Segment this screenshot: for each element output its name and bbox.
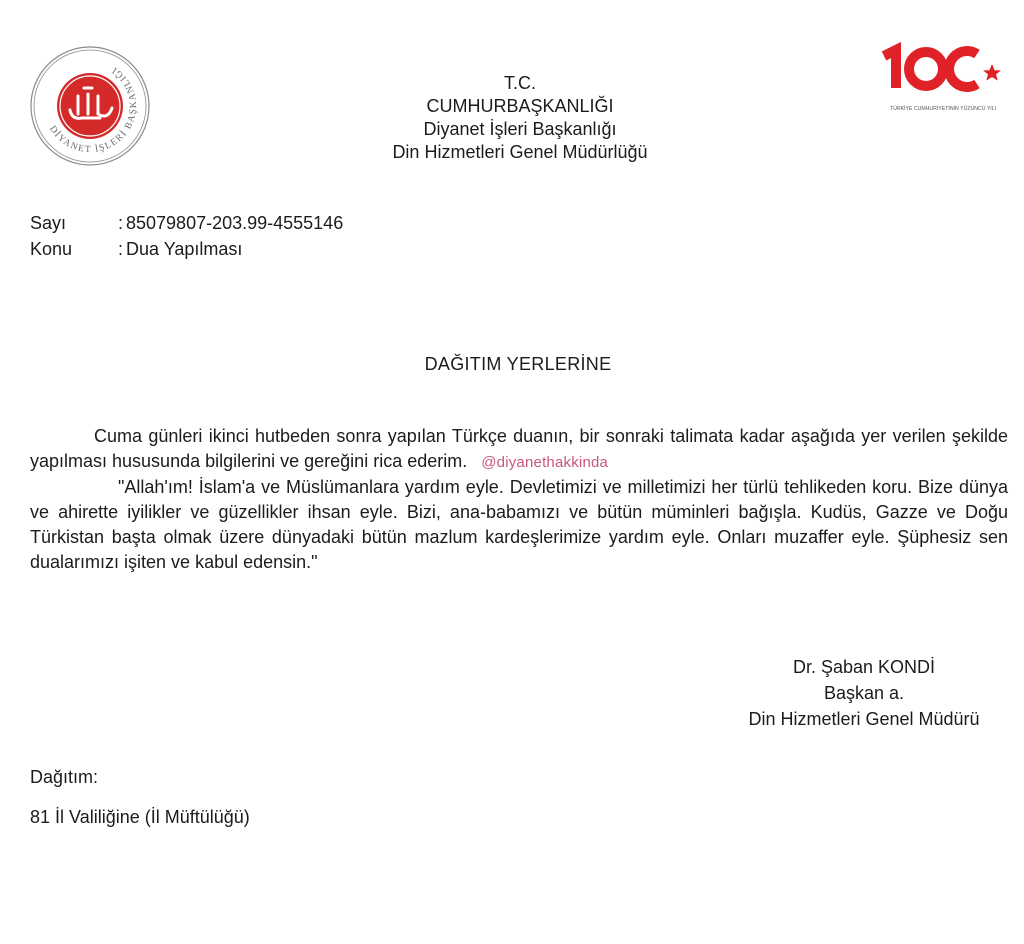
body-paragraph-2 [30, 475, 1008, 575]
turkiye-100-year-logo-icon [876, 42, 1010, 120]
diyanet-seal-icon [28, 44, 152, 168]
letter-header [330, 72, 710, 164]
signature-title: Başkan a. [823, 683, 905, 703]
letter-meta [30, 210, 343, 262]
body-paragraph-2-text: "Allah'ım! İslam'a ve Müslümanlara yardım eyle. Devletimizi ve milletimizi her türlü tehlikeden koru. Bize dünya ve ahirette iyilikler ve güzellikler ihsan eyle. Bizi, ana-babamızı ve bütün müminleri bağışla. Kudüs, Gazze ve Doğu Türkistan başta olmak üzere dünyadaki bütün mazlum kardeşlerimize yardım eyle. Onları muzaffer eyle. Şüphesiz sen dualarımızı işiten ve kabul edensin." [30, 477, 1008, 572]
addressee-text: DAĞITIM YERLERİNE [424, 354, 612, 374]
letter-body [30, 424, 1008, 575]
meta-konu-value: Dua Yapılması [126, 239, 243, 259]
signature-office: Din Hizmetleri Genel Müdürü [748, 709, 980, 729]
meta-sayi-colon: : [118, 213, 124, 233]
header-presidency: CUMHURBAŞKANLIĞI [426, 96, 614, 116]
distribution-title: Dağıtım: [30, 767, 99, 787]
signature-block [724, 654, 1004, 732]
signature-name: Dr. Şaban KONDİ [792, 657, 936, 677]
body-paragraph-1-text: Cuma günleri ikinci hutbeden sonra yapılan Türkçe duanın, bir sonraki talimata kadar aşağıda yer verilen şekilde yapılması hususunda bilgilerini ve gereğini rica ederim. [30, 426, 1008, 471]
meta-sayi-label: Sayı [30, 213, 67, 233]
addressee-line [0, 354, 1024, 375]
body-paragraph-1 [30, 424, 1008, 475]
meta-sayi-row [30, 210, 343, 236]
seal-ring-text: DİYANET İŞLERİ BAŞKANLIĞI [47, 64, 140, 156]
watermark-handle: @diyanethakkinda [481, 454, 609, 471]
header-tc: T.C. [503, 73, 536, 93]
meta-konu-label: Konu [30, 239, 73, 259]
distribution-recipient: 81 İl Valiliğine (İl Müftülüğü) [30, 807, 250, 827]
meta-sayi-value: 85079807-203.99-4555146 [126, 213, 344, 233]
centennial-tagline: TÜRKİYE CUMHURİYETİNİN YÜZÜNCÜ YILI [889, 106, 997, 112]
distribution-block [30, 764, 250, 830]
header-department: Din Hizmetleri Genel Müdürlüğü [392, 142, 648, 162]
meta-konu-row [30, 236, 343, 262]
meta-konu-colon: : [118, 239, 124, 259]
header-directorate: Diyanet İşleri Başkanlığı [423, 119, 617, 139]
